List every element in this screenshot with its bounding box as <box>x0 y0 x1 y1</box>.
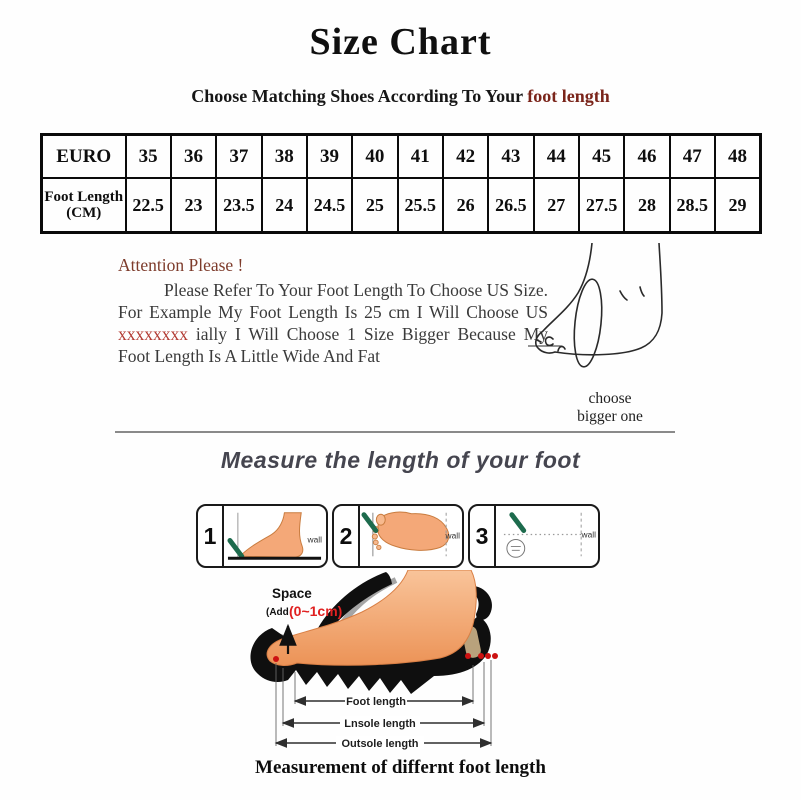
subtitle-text: Choose Matching Shoes According To Your <box>191 86 528 106</box>
table-cell: 37 <box>216 135 261 179</box>
table-cell: 36 <box>171 135 216 179</box>
table-cell: 42 <box>443 135 488 179</box>
insole-length-label: Lnsole length <box>344 718 416 730</box>
table-cell: 25 <box>352 178 397 233</box>
attention-heading: Attention Please ! <box>118 255 244 275</box>
table-cell: 22.5 <box>126 178 171 233</box>
table-cell: 26 <box>443 178 488 233</box>
red-dot <box>465 653 471 659</box>
table-cell: 24.5 <box>307 178 352 233</box>
step-panel-1 <box>196 504 328 568</box>
measure-steps-row <box>196 504 600 568</box>
foot-length-row <box>42 178 761 233</box>
table-cell: 23 <box>171 178 216 233</box>
wall-label: wall <box>581 529 597 540</box>
choose-bigger-line2: bigger one <box>577 407 643 425</box>
table-cell: 26.5 <box>488 178 533 233</box>
wall-label: wall <box>307 534 323 545</box>
table-cell: 47 <box>670 135 715 179</box>
table-cell: 25.5 <box>398 178 443 233</box>
table-cell: 38 <box>262 135 307 179</box>
table-cell: 46 <box>624 135 669 179</box>
step-panel-3 <box>468 504 600 568</box>
table-cell: 27.5 <box>579 178 624 233</box>
attention-body-part1: Please Refer To Your Foot Length To Choose US Size. For Example My Foot Length Is 25 cm I Will Choose US <box>118 280 548 322</box>
table-cell: 28 <box>624 178 669 233</box>
space-add-label: (Add <box>266 607 289 618</box>
table-cell: 43 <box>488 135 533 179</box>
space-label: Space <box>272 586 312 601</box>
attention-body <box>118 279 548 367</box>
section-divider <box>115 431 675 433</box>
table-cell: 24 <box>262 178 307 233</box>
table-cell: 28.5 <box>670 178 715 233</box>
red-dot <box>478 653 484 659</box>
page-title: Size Chart <box>309 21 492 63</box>
foot-length-label: Foot length <box>346 696 406 708</box>
measure-section-heading: Measure the length of your foot <box>220 447 581 473</box>
choose-bigger-line1: choose <box>588 390 632 407</box>
page-subtitle <box>0 86 801 107</box>
table-cell: 44 <box>534 135 579 179</box>
euro-row <box>42 135 761 179</box>
table-cell: 27 <box>534 178 579 233</box>
space-value-label: (0~1cm) <box>289 603 343 619</box>
marker-pen-icon <box>512 515 524 531</box>
marker-pen-icon <box>230 540 242 556</box>
attention-body-part2: ially I Will Choose 1 Size Bigger Because My Foot Length Is A Little Wide And Fat <box>118 324 548 366</box>
red-dot <box>492 653 498 659</box>
euro-row-header: EURO <box>42 135 126 179</box>
foot-length-row-header: Foot Length (CM) <box>42 178 126 233</box>
step-number: 3 <box>470 506 496 566</box>
table-cell: 40 <box>352 135 397 179</box>
step-number: 2 <box>334 506 360 566</box>
step-panel-2 <box>332 504 464 568</box>
table-cell: 23.5 <box>216 178 261 233</box>
shoe-sole-foot-diagram <box>238 570 583 765</box>
red-dot <box>273 656 279 662</box>
choose-bigger-note <box>540 390 680 425</box>
table-cell: 35 <box>126 135 171 179</box>
table-cell: 48 <box>715 135 761 179</box>
censored-text: xxxxxxxx <box>118 324 188 344</box>
table-cell: 39 <box>307 135 352 179</box>
outsole-length-label: Outsole length <box>341 738 419 750</box>
table-cell: 41 <box>398 135 443 179</box>
foot-side-view-icon <box>224 506 326 566</box>
subtitle-highlight: foot length <box>527 86 610 106</box>
marker-pen-icon <box>364 515 376 531</box>
size-table <box>40 133 762 234</box>
table-cell: 29 <box>715 178 761 233</box>
red-dot <box>485 653 491 659</box>
foot-sketch-icon <box>528 243 686 371</box>
measurement-caption: Measurement of differnt foot length <box>255 757 546 778</box>
attention-block <box>118 255 548 367</box>
measure-line-icon <box>496 506 598 566</box>
step-number: 1 <box>198 506 224 566</box>
table-cell: 45 <box>579 135 624 179</box>
foot-top-view-icon <box>360 506 462 566</box>
wall-label: wall <box>445 530 461 541</box>
